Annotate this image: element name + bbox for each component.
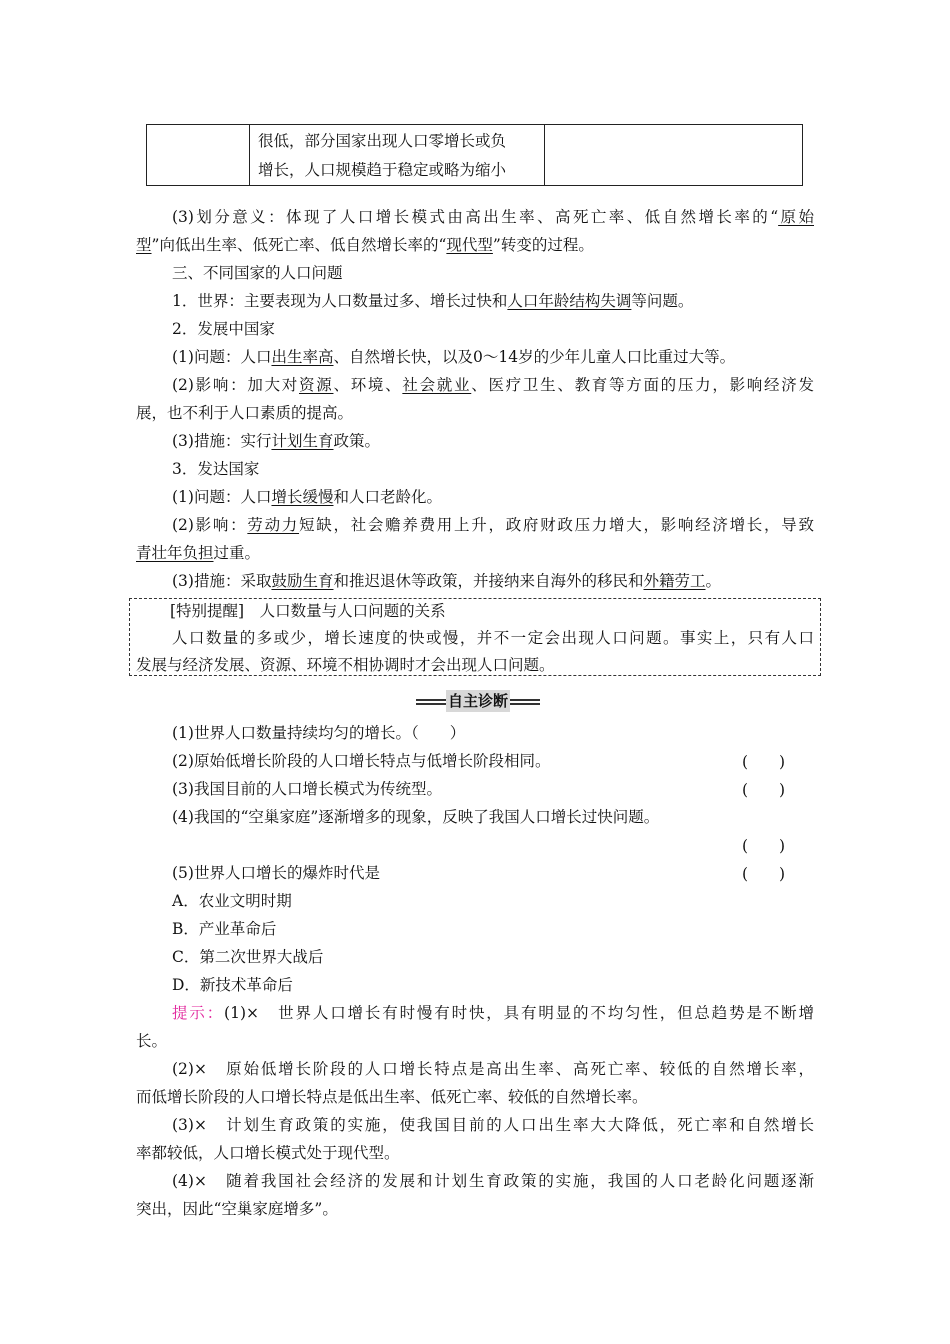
- underlined-term: 型: [136, 236, 152, 254]
- special-tip-title: [特别提醒] 人口数量与人口问题的关系: [170, 602, 446, 620]
- underlined-term: 计划生育: [271, 432, 334, 450]
- text: (1)问题：人口: [172, 488, 272, 506]
- option-a: A．农业文明时期: [172, 892, 292, 910]
- answer-paren: ( ): [742, 753, 786, 771]
- hint-1-line1: [136, 1002, 814, 1024]
- hint-2-line2: 而低增长阶段的人口增长特点是低出生率、低死亡率、较低的自然增长率。: [136, 1088, 648, 1106]
- developing-impact-line2: 展，也不利于人口素质的提高。: [136, 404, 354, 422]
- significance-line2: [136, 234, 814, 256]
- text: 、自然增长快，以及0～14岁的少年儿童人口比重过大等。: [333, 348, 736, 366]
- question-5: (5)世界人口增长的爆炸时代是: [172, 864, 380, 882]
- underlined-term: 资源: [299, 376, 334, 394]
- underlined-term: 出生率高: [271, 348, 334, 366]
- option-b: B．产业革命后: [172, 920, 277, 938]
- text: 、环境、: [333, 376, 403, 394]
- text: (3)措施：实行: [172, 432, 272, 450]
- hint-4-line1: (4)× 随着我国社会经济的发展和计划生育政策的实施，我国的人口老龄化问题逐渐: [172, 1172, 814, 1190]
- hint-3-line2: 率都较低，人口增长模式处于现代型。: [136, 1144, 400, 1162]
- developing-heading: 2．发展中国家: [172, 320, 275, 338]
- significance-line1: [136, 206, 814, 228]
- underlined-term: 现代型: [446, 236, 493, 254]
- text: 过重。: [213, 544, 261, 562]
- section-heading: 三、不同国家的人口问题: [172, 264, 343, 282]
- table-cell: [250, 125, 545, 186]
- underlined-term: 人口年龄结构失调: [507, 292, 632, 310]
- option-c: C．第二次世界大战后: [172, 948, 324, 966]
- developed-problem: [136, 486, 814, 508]
- table-cell-text: 很低，部分国家出现人口零增长或负: [258, 132, 507, 150]
- text: 、医疗卫生、教育等方面的压力，影响经济发: [471, 376, 814, 394]
- hint-1-line2: 长。: [136, 1032, 168, 1050]
- text: ”转变的过程。: [492, 236, 594, 254]
- text: 政策。: [333, 432, 380, 450]
- text: (1)问题：人口: [172, 348, 272, 366]
- developed-measure: [136, 570, 814, 592]
- underlined-term: 外籍劳工: [643, 572, 706, 590]
- hint-2-line1: (2)× 原始低增长阶段的人口增长特点是高出生率、高死亡率、较低的自然增长率，: [172, 1060, 814, 1078]
- underlined-term: 青壮年负担: [136, 544, 214, 562]
- text: 等问题。: [631, 292, 694, 310]
- answer-paren: ( ): [742, 865, 786, 883]
- world-problem: [136, 290, 814, 312]
- underlined-term: 原始: [778, 208, 814, 226]
- developing-impact-line1: [136, 374, 814, 396]
- developing-problem: [136, 346, 814, 368]
- hint-3-line1: (3)× 计划生育政策的实施，使我国目前的人口出生率大大降低，死亡率和自然增长: [172, 1116, 814, 1134]
- question-4: (4)我国的“空巢家庭”逐渐增多的现象，反映了我国人口增长过快问题。: [172, 808, 660, 826]
- text: (3)划分意义：体现了人口增长模式由高出生率、高死亡率、低自然增长率的“: [172, 208, 779, 226]
- underlined-term: 鼓励生育: [271, 572, 334, 590]
- question-1: (1)世界人口数量持续均匀的增长。（ ）: [172, 724, 466, 742]
- special-tip-line2: 发展与经济发展、资源、环境不相协调时才会出现人口问题。: [136, 656, 555, 674]
- table-cell: [147, 125, 250, 186]
- hint-label: 提示：: [172, 1004, 225, 1022]
- text: (2)影响：: [172, 516, 248, 534]
- text: (3)措施：采取: [172, 572, 272, 590]
- hint-4-line2: 突出，因此“空巢家庭增多”。: [136, 1200, 338, 1218]
- underlined-term: 社会就业: [402, 376, 472, 394]
- question-2: (2)原始低增长阶段的人口增长特点与低增长阶段相同。: [172, 752, 551, 770]
- diagnosis-title-banner: [416, 689, 540, 713]
- special-tip-line1: 人口数量的多或少，增长速度的快或慢，并不一定会出现人口问题。事实上，只有人口: [172, 629, 814, 647]
- text: 短缺，社会赡养费用上升，政府财政压力增大，影响经济增长，导致: [299, 516, 814, 534]
- table-row: [147, 125, 803, 186]
- text: 和推迟退休等政策，并接纳来自海外的移民和: [333, 572, 644, 590]
- underlined-term: 劳动力: [247, 516, 300, 534]
- answer-paren: ( ): [742, 781, 786, 799]
- developing-measure: [136, 430, 814, 452]
- text: (1)× 世界人口增长有时慢有时快，具有明显的不均匀性，但总趋势是不断增: [224, 1004, 814, 1022]
- text: 和人口老龄化。: [333, 488, 442, 506]
- text: (2)影响：加大对: [172, 376, 300, 394]
- option-d: D．新技术革命后: [172, 976, 293, 994]
- answer-paren: ( ): [742, 837, 786, 855]
- table-cell-text: 增长，人口规模趋于稳定或略为缩小: [258, 161, 507, 179]
- developed-impact-line1: [136, 514, 814, 536]
- population-stage-table: [146, 124, 803, 186]
- text: ”向低出生率、低死亡率、低自然增长率的“: [151, 236, 447, 254]
- text: 1．世界：主要表现为人口数量过多、增长过快和: [172, 292, 508, 310]
- question-3: (3)我国目前的人口增长模式为传统型。: [172, 780, 442, 798]
- table-cell: [545, 125, 803, 186]
- text: 。: [705, 572, 722, 590]
- developed-heading: 3．发达国家: [172, 460, 260, 478]
- developed-impact-line2: [136, 542, 814, 564]
- diagnosis-title: 自主诊断: [447, 692, 508, 710]
- underlined-term: 增长缓慢: [271, 488, 334, 506]
